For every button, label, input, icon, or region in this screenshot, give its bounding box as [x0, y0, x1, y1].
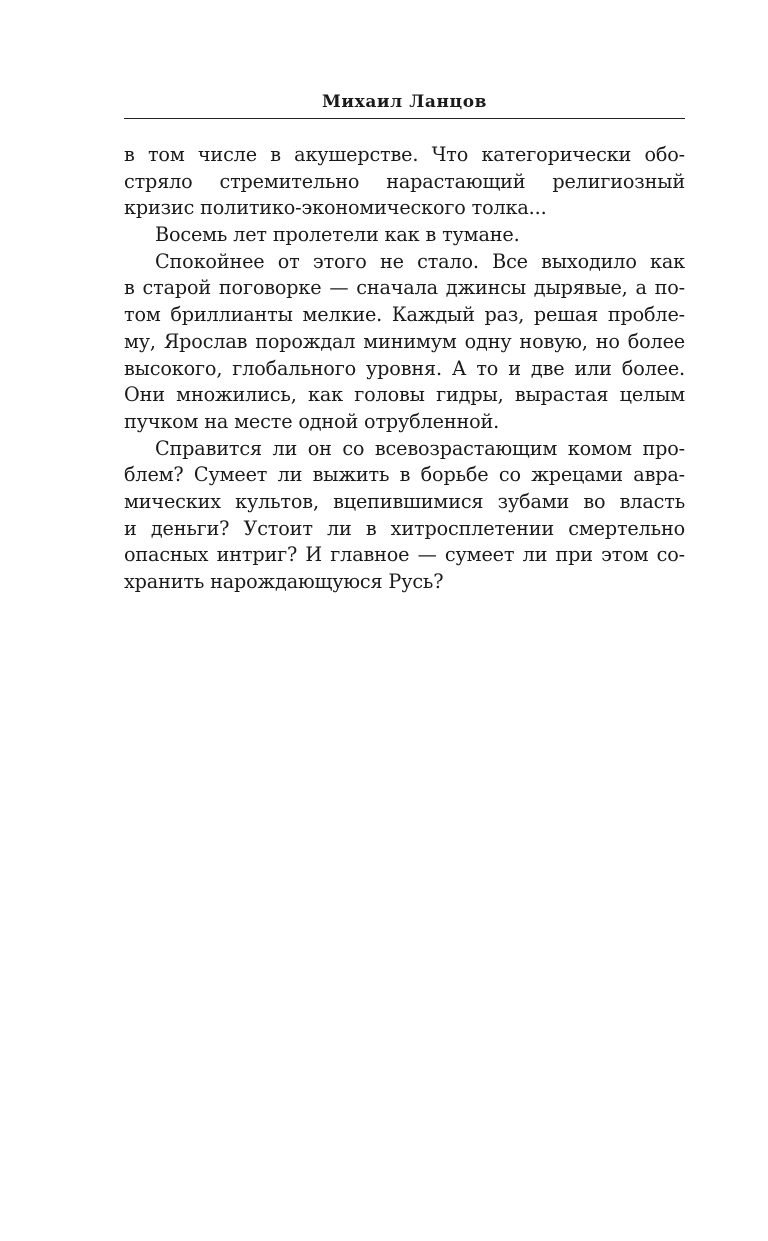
text-line: в том числе в акушерстве. Что категорически обо-: [124, 143, 685, 166]
text-line: высокого, глобального уровня. А то и две или более.: [124, 356, 685, 380]
text-line: Они множились, как головы гидры, вырастая целым: [124, 383, 685, 407]
running-header: [124, 88, 685, 119]
text-line: и деньги? Устоит ли в хитросплетении смертельно: [124, 516, 685, 540]
text-line: мических культов, вцепившимися зубами во власть: [124, 489, 685, 513]
text-line: стряло стремительно нарастающий религиозный: [124, 169, 685, 193]
text-line: опасных интриг? И главное — сумеет ли при этом со-: [124, 543, 685, 567]
text-line: пучком на месте одной отрубленной.: [124, 409, 500, 433]
text-line: Восемь лет пролетели как в тумане.: [155, 223, 520, 247]
text-line: му, Ярослав порождал минимум одну новую, но более: [124, 329, 685, 353]
text-line: кризис политико-экономического толка...: [124, 196, 547, 220]
author-name: Михаил Ланцов: [321, 92, 488, 112]
text-line: блем? Сумеет ли выжить в борьбе со жрецами авра-: [124, 463, 685, 487]
text-line: том бриллианты мелкие. Каждый раз, решая пробле-: [124, 303, 685, 327]
text-line: хранить нарождающуюся Русь?: [124, 570, 444, 593]
body-text: [124, 142, 685, 596]
text-line: Справится ли он со всевозрастающим комом про-: [155, 436, 685, 460]
text-line: в старой поговорке — сначала джинсы дырявые, а по-: [124, 276, 685, 300]
text-line: Спокойнее от этого не стало. Все выходило как: [155, 249, 685, 273]
